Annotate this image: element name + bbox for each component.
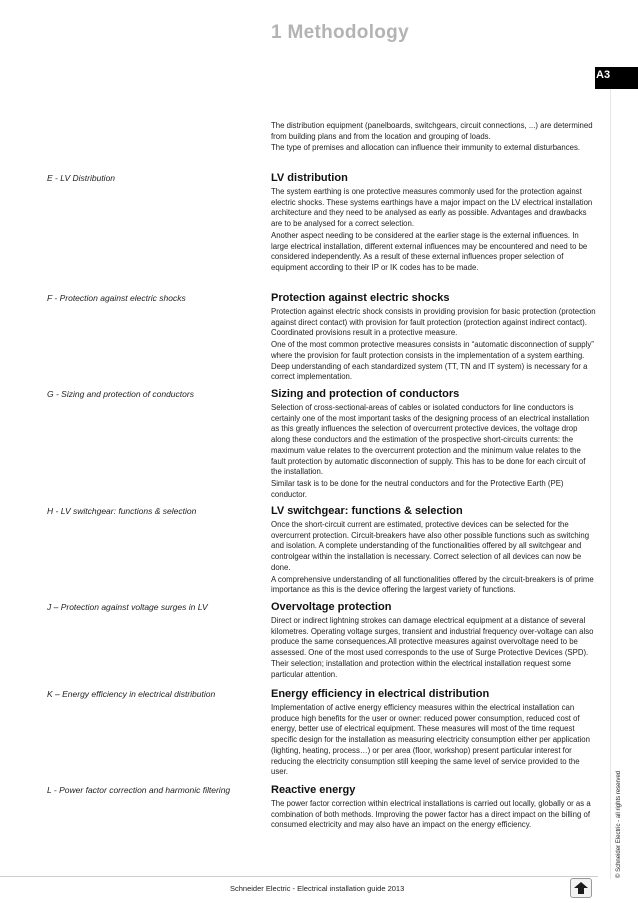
section-body	[271, 307, 596, 384]
section-title: LV distribution	[271, 172, 348, 184]
section-body	[271, 187, 596, 275]
section-label[interactable]: E - LV Distribution	[47, 173, 116, 183]
section-body	[271, 403, 596, 501]
footer-text: Schneider Electric - Electrical installation guide 2013	[230, 884, 405, 893]
section-body	[271, 703, 596, 779]
section-paragraph: Direct or indirect lightning strokes can damage electrical equipment at a distance of several kilometres. Operating voltage surges, transient and industrial frequency over-voltage can also produce the same consequences.All protective measures against overvoltage need to be assessed. One of the most used corresponds to the use of Surge Protective Devices (SPD). Their selection; installation and protection within the electrical installation request some particular attention.	[271, 616, 594, 679]
section-paragraph: Implementation of active energy efficiency measures within the electrical installation can produce high benefits for the user or owner: reduced power consumption, reduced cost of energy, better use of electrical equipment. These measures will most of the time request specific design for the installation as measuring electricity consumption either per application (lighting, heating, process…) or per area (floor, workshop) present particular interest for reducing the electricity consumption still keeping the same level of service provided to the user.	[271, 703, 590, 777]
section-body	[271, 616, 596, 681]
section-paragraph: Selection of cross-sectional-areas of cables or isolated conductors for line conductors is certainly one of the most important tasks of the designing process of an electrical installation as this greatly influences the selection of overcurrent protective devices, the voltage drop along these conductors and the estimation of the prospective short-circuits currents: the maximum value relates to the overcurrent protection and the minimum value relates to the fault protection by automatic disconnection of supply. This has to be done for each circuit of the installation.	[271, 403, 590, 477]
section-paragraph: One of the most common protective measures consists in “automatic disconnection of supply” where the provision for fault protection consists in the implementation of a system earthing. Deep understanding of each standardized system (TT, TN and IT system) is necessary for a correct implementation.	[271, 340, 594, 382]
intro-paragraph: The type of premises and allocation can influence their immunity to external disturbances.	[271, 143, 581, 153]
home-button[interactable]	[570, 878, 592, 898]
intro-paragraph: The distribution equipment (panelboards, switchgears, circuit connections, ...) are determined from building plans and from the location and grouping of loads.	[271, 121, 593, 141]
chapter-tab[interactable]: A3	[595, 67, 638, 89]
section-title: Reactive energy	[271, 784, 356, 796]
section-body	[271, 799, 596, 832]
right-divider	[610, 89, 611, 879]
copyright-notice: © Schneider Electric - all rights reserved	[616, 770, 622, 878]
section-title: Protection against electric shocks	[271, 292, 450, 304]
section-body	[271, 520, 596, 597]
page-title: 1 Methodology	[271, 22, 409, 43]
section-title: LV switchgear: functions & selection	[271, 505, 463, 517]
section-paragraph: Another aspect needing to be considered at the earlier stage is the external influences. In large electrical installation, different external influences may be encountered and need to be considered independently. As a result of these external influences proper selection of equipment according to their IP or IK codes has to be made.	[271, 230, 588, 272]
section-title: Energy efficiency in electrical distribution	[271, 688, 490, 700]
section-title: Sizing and protection of conductors	[271, 388, 460, 400]
section-label[interactable]: H - LV switchgear: functions & selection	[47, 506, 197, 516]
section-paragraph: The power factor correction within electrical installations is carried out locally, globally or as a combination of both methods. Improving the power factor has a direct impact on the billing of consumed electricity and may also have an impact on the energy efficiency.	[271, 799, 591, 830]
section-label[interactable]: K – Energy efficiency in electrical distribution	[47, 689, 216, 699]
section-paragraph: The system earthing is one protective measures commonly used for the protection against electric shocks. These systems earthings have a major impact on the LV electrical installation architecture and they need to be analysed as early as possible. Advantages and drawbacks are to be analysed for a correct selection.	[271, 187, 593, 229]
section-label[interactable]: G - Sizing and protection of conductors	[47, 389, 194, 399]
section-label[interactable]: L - Power factor correction and harmonic filtering	[47, 785, 231, 795]
section-label[interactable]: F - Protection against electric shocks	[47, 293, 186, 303]
section-label[interactable]: J – Protection against voltage surges in LV	[47, 602, 208, 612]
section-paragraph: Protection against electric shock consists in providing provision for basic protection (protection against direct contact) with provision for fault protection (protection against indirect contact). Coordinated provisions result in a protective measure.	[271, 307, 596, 338]
intro-text	[271, 121, 596, 155]
section-paragraph: Similar task is to be done for the neutral conductors and for the Protective Earth (PE) conductor.	[271, 478, 564, 499]
home-arrow-icon	[573, 881, 589, 895]
footer-divider	[0, 876, 598, 877]
section-paragraph: A comprehensive understanding of all functionalities offered by the circuit-breakers is of prime importance as this is the device offering the largest variety of functions.	[271, 574, 594, 595]
section-title: Overvoltage protection	[271, 601, 392, 613]
section-paragraph: Once the short-circuit current are estimated, protective devices can be selected for the overcurrent protection. Circuit-breakers have also other possible functions such as switching and isolation. A complete understanding of the functionalities offered by all switchgear and controlgear within the installation is necessary. Correct selection of all devices can now be done.	[271, 520, 590, 572]
